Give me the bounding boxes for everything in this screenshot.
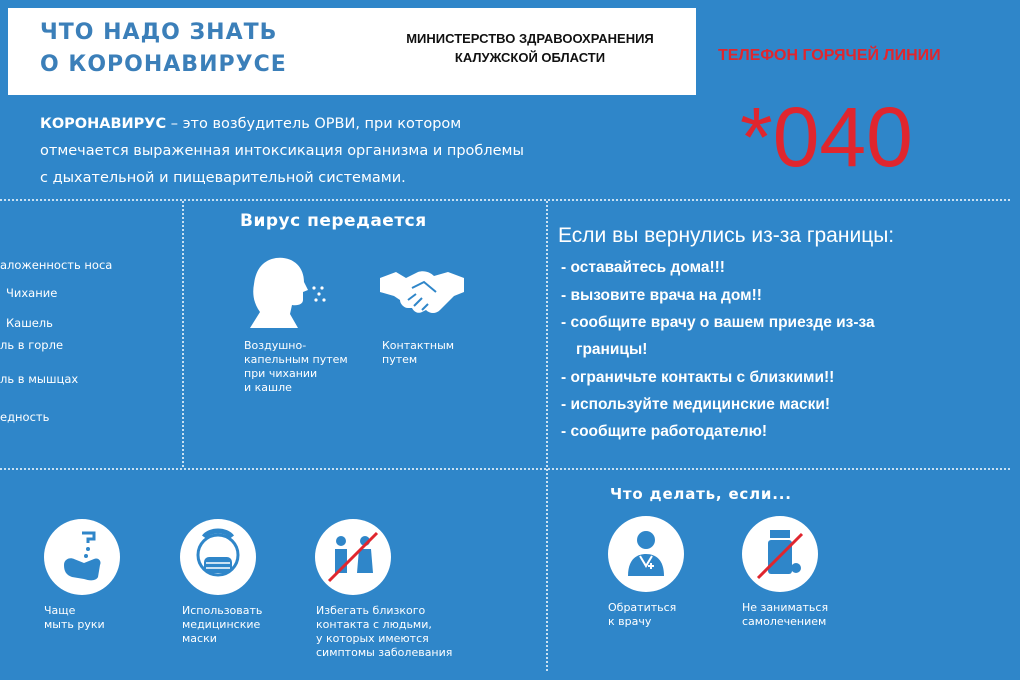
symptom-item: едность [0, 410, 50, 424]
symptom-item: ль в горле [0, 338, 64, 352]
caption-line: путем [382, 353, 418, 366]
caption-line: капельным путем [244, 353, 348, 366]
hotline-label: ТЕЛЕФОН ГОРЯЧЕЙ ЛИНИИ [718, 47, 941, 64]
whattodo-title: Что делать, если... [610, 485, 792, 503]
returned-item: - вызовите врача на дом!! [561, 287, 762, 304]
returned-item: границы! [576, 341, 648, 358]
intro-line1: – это возбудитель ОРВИ, при котором [166, 116, 462, 132]
prevention-caption-mask [182, 604, 262, 646]
no-contact-icon [315, 519, 391, 595]
doctor-icon [608, 516, 684, 592]
whattodo-caption-doctor [608, 601, 676, 629]
symptom-item: аложенность носа [0, 258, 113, 272]
handshake-icon [378, 266, 466, 318]
returned-item: - ограничьте контакты с близкими!! [561, 369, 835, 386]
caption-line: у которых имеются [316, 632, 429, 645]
ministry-name-line1: МИНИСТЕРСТВО ЗДРАВООХРАНЕНИЯ [406, 31, 654, 46]
caption-line: маски [182, 632, 217, 645]
caption-line: при чихании [244, 367, 318, 380]
caption-line: контакта с людьми, [316, 618, 432, 631]
caption-line: Использовать [182, 604, 263, 617]
caption-line: мыть руки [44, 618, 105, 631]
caption-line: Контактным [382, 339, 455, 352]
caption-line: симптомы заболевания [316, 646, 453, 659]
transmission-title: Вирус передается [240, 211, 427, 231]
symptom-item: Кашель [6, 316, 53, 330]
contact-caption [382, 339, 454, 367]
whattodo-caption-selfmed [742, 601, 828, 629]
prevention-caption-handwash [44, 604, 105, 632]
returned-title: Если вы вернулись из-за границы: [558, 224, 895, 247]
prevention-caption-distance [316, 604, 452, 660]
sneezing-person-icon [246, 254, 330, 330]
caption-line: и кашле [244, 381, 292, 394]
intro-line2: отмечается выраженная интоксикация организма и проблемы [40, 143, 524, 159]
divider-center [546, 201, 548, 671]
caption-line: Воздушно- [244, 339, 307, 352]
divider-symptoms [182, 201, 184, 467]
caption-line: медицинские [182, 618, 261, 631]
caption-line: Не заниматься [742, 601, 829, 614]
symptom-item: ль в мышцах [0, 372, 79, 386]
returned-item: - сообщите врачу о вашем приезде из-за [561, 314, 875, 331]
page-title-line1: ЧТО НАДО ЗНАТЬ [40, 20, 278, 45]
divider-top [0, 199, 1010, 201]
intro-term: КОРОНАВИРУС [40, 116, 167, 132]
caption-line: самолечением [742, 615, 827, 628]
airborne-caption [244, 339, 348, 395]
caption-line: Чаще [44, 604, 76, 617]
intro-line3: с дыхательной и пищеварительной системами. [40, 170, 406, 186]
returned-item: - используйте медицинские маски! [561, 396, 831, 413]
hotline-number: *040 [740, 90, 913, 184]
returned-item: - сообщите работодателю! [561, 423, 768, 440]
caption-line: Обратиться [608, 601, 677, 614]
divider-middle [0, 468, 1010, 470]
page-title-line2: О КОРОНАВИРУСЕ [40, 52, 287, 77]
handwash-icon [44, 519, 120, 595]
ministry-name-line2: КАЛУЖСКОЙ ОБЛАСТИ [454, 50, 606, 65]
caption-line: Избегать близкого [316, 604, 426, 617]
caption-line: к врачу [608, 615, 652, 628]
symptom-item: Чихание [6, 286, 58, 300]
mask-icon [180, 519, 256, 595]
intro-text [40, 111, 680, 192]
no-self-medication-icon [742, 516, 818, 592]
returned-item: - оставайтесь дома!!! [561, 259, 725, 276]
